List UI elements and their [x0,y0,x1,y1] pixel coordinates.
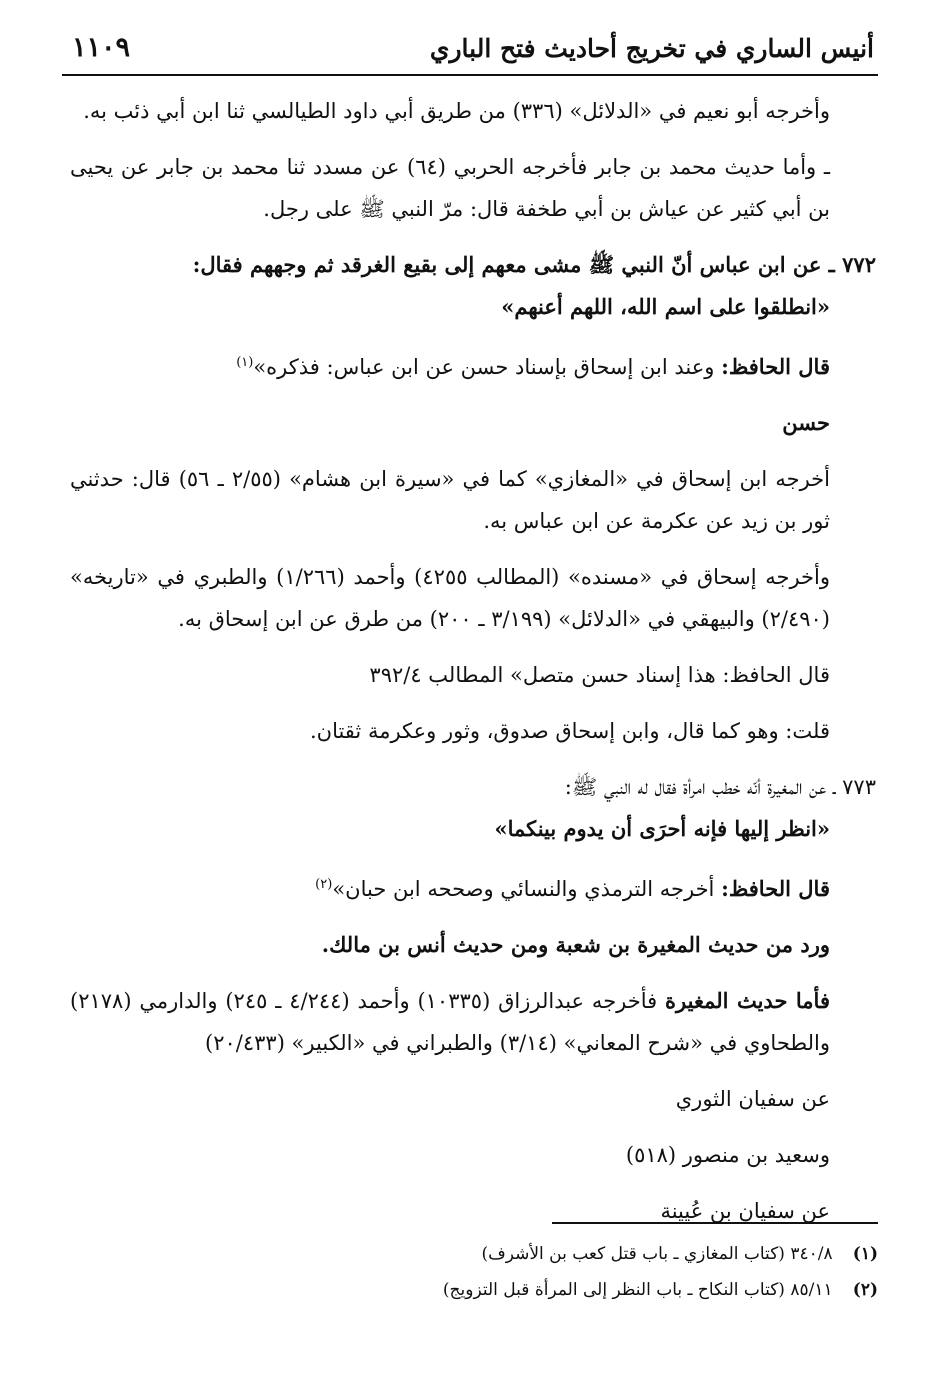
footnote-2 [120,1272,878,1308]
running-title: أنيس الساري في تخريج أحاديث فتح الباري [429,34,874,63]
hadith-772-text: ٧٧٢ ـ عن ابن عباس أنّ النبي ﷺ مشى معهم إلى بقيع الغرقد ثم وجههم فقال: [192,252,876,277]
hafiz-label: قال الحافظ: [721,876,830,901]
footnote-1 [120,1236,878,1272]
chain-line-2: وسعيد بن منصور (٥١٨) [625,1143,830,1167]
paragraph-narrations: ورد من حديث المغيرة بن شعبة ومن حديث أنس بن مالك. [321,932,830,957]
hafiz-text: وعند ابن إسحاق بإسناد حسن عن ابن عباس: فذكره» [253,355,715,379]
footnotes [120,1236,878,1308]
chain-line-1: عن سفيان الثوري [675,1087,830,1111]
paragraph-muhammad-bin-jabir: ـ وأما حديث محمد بن جابر فأخرجه الحربي (٦٤) عن مسدد ثنا محمد بن جابر عن يحيى بن أبي كثير عن عياش بن أبي طخفة قال: مرّ النبي ﷺ على رجل. [70,155,830,221]
footnote-text: ٨٥/١١ (كتاب النكاح ـ باب النظر إلى المرأة قبل التزويج) [442,1280,833,1300]
page-header [62,30,878,76]
paragraph-ibn-ishaq: أخرجه ابن إسحاق في «المغازي» كما في «سيرة ابن هشام» (٢/٥٥ ـ ٥٦) قال: حدثني ثور بن زيد عن عكرمة عن ابن عباس به. [70,467,830,533]
hadith-773-text: ٧٧٣ ـ عن المغيرة أنّه خطب امرأة فقال له النبي ﷺ: [564,775,876,799]
page-number: ١١٠٩ [72,32,131,63]
paragraph-mughira-hadith [70,980,876,1064]
paragraph-ishaq-musnad: وأخرجه إسحاق في «مسنده» (المطالب ٤٢٥٥) وأحمد (١/٢٦٦) والطبري في «تاريخه» (٢/٤٩٠) والبيهقي في «الدلائل» (٣/١٩٩ ـ ٢٠٠) من طرق عن ابن إسحاق به. [70,565,830,631]
hadith-773-quote: «انظر إليها فإنه أحرَى أن يدوم بينكما» [494,816,830,841]
footnote-divider [552,1222,878,1224]
mughira-text: فأخرجه عبدالرزاق (١٠٣٣٥) وأحمد (٤/٢٤٤ ـ ٢٤٥) والدارمي (٢١٧٨) والطحاوي في «شرح المعاني» (٣/١٤) والطبراني في «الكبير» (٢٠/٤٣٣) [70,989,830,1055]
footnote-number: (٢) [852,1280,878,1300]
footnote-text: ٣٤٠/٨ (كتاب المغازي ـ باب قتل كعب بن الأشرف) [481,1244,833,1264]
chain-line-3: عن سفيان بن عُيينة [660,1199,830,1223]
grade-label: حسن [782,410,830,435]
paragraph-abu-nuaym: وأخرجه أبو نعيم في «الدلائل» (٣٣٦) من طريق أبي داود الطيالسي ثنا ابن أبي ذئب به. [83,99,830,123]
page-body [70,90,876,1246]
hafiz-text: أخرجه الترمذي والنسائي وصححه ابن حبان» [332,877,715,901]
hafiz-label: قال الحافظ: [721,354,830,379]
footnote-number: (١) [852,1244,878,1264]
hafiz-comment-772 [70,342,876,388]
paragraph-qultu: قلت: وهو كما قال، وابن إسحاق صدوق، وثور وعكرمة ثقتان. [309,719,830,743]
hafiz-comment-773 [70,864,876,910]
paragraph-hafiz-isnad: قال الحافظ: هذا إسناد حسن متصل» المطالب ٣٩٢/٤ [369,663,830,687]
footnote-ref-1: (١) [236,355,254,370]
hadith-772-quote: «انطلقوا على اسم الله، اللهم أعنهم» [501,294,830,319]
footnote-ref-2: (٢) [315,877,333,892]
mughira-label: فأما حديث المغيرة [665,988,830,1013]
